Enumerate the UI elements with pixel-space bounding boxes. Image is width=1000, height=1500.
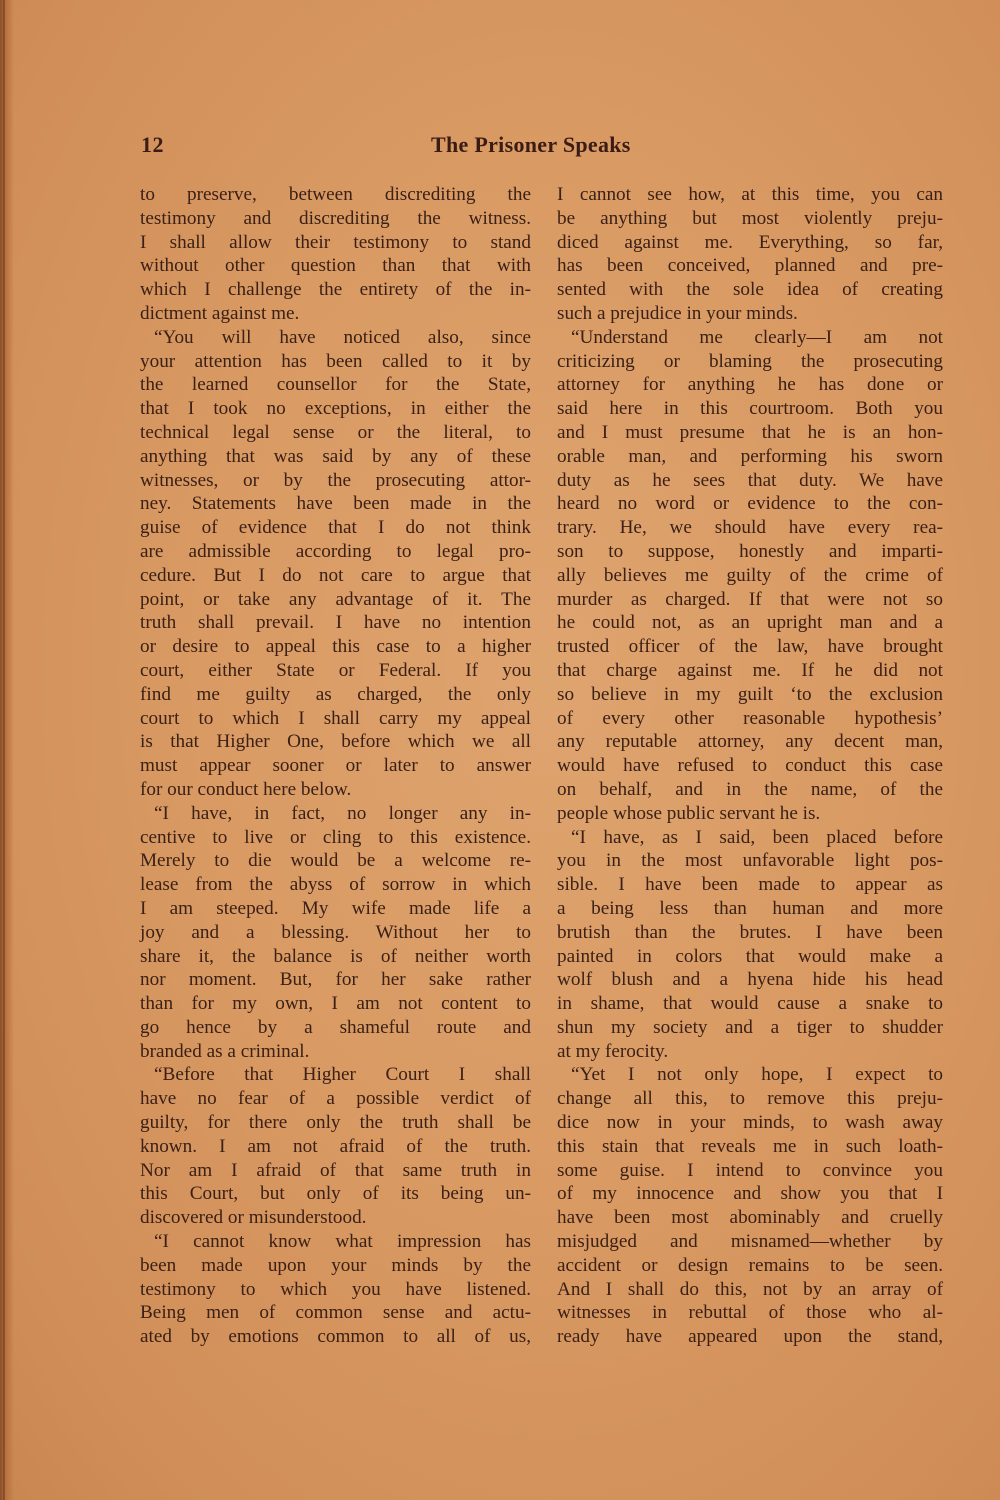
text-line: dice now in your minds, to wash away (557, 1112, 943, 1134)
text-line: for our conduct here below. (140, 778, 352, 800)
text-line: I am steeped. My wife made life a (140, 897, 531, 919)
text-line: sible. I have been made to appear as (557, 874, 943, 896)
text-line: such a prejudice in your minds. (557, 302, 798, 324)
text-line: truth shall prevail. I have no intention (140, 612, 531, 634)
text-line: shun my society and a tiger to shudder (557, 1016, 943, 1038)
text-line: ally believes me guilty of the crime of (557, 564, 943, 586)
text-line: on behalf, and in the name, of the (557, 778, 943, 800)
text-line: would have refused to conduct this case (557, 755, 943, 777)
text-line: “You will have noticed also, since (154, 326, 531, 348)
text-line: ated by emotions common to all of us, (140, 1326, 531, 1348)
text-line: lease from the abyss of sorrow in which (140, 874, 531, 896)
text-line: Nor am I afraid of that same truth in (140, 1159, 531, 1181)
text-line: known. I am not afraid of the truth. (140, 1135, 531, 1157)
text-line: ready have appeared upon the stand, (557, 1326, 943, 1348)
text-line: centive to live or cling to this existence. (140, 826, 531, 848)
text-line: find me guilty as charged, the only (140, 683, 531, 705)
text-line: joy and a blessing. Without her to (140, 921, 531, 943)
text-line: you in the most unfavorable light pos- (557, 850, 943, 872)
text-line: without other question than that with (140, 255, 531, 277)
text-line: nor moment. But, for her sake rather (140, 969, 531, 991)
text-line: point, or take any advantage of it. The (140, 588, 531, 610)
binding-edge (3, 0, 5, 1500)
text-line: discovered or misunderstood. (140, 1207, 367, 1229)
text-line: “Before that Higher Court I shall (154, 1064, 531, 1086)
text-line: must appear sooner or later to answer (140, 755, 531, 777)
text-line: or desire to appeal this case to a higher (140, 636, 531, 658)
text-line: people whose public servant he is. (557, 802, 821, 824)
text-line: court, either State or Federal. If you (140, 659, 531, 681)
text-line: that I took no exceptions, in either the (140, 398, 531, 420)
text-line: he could not, as an upright man and a (557, 612, 943, 634)
left-text-column (140, 183, 531, 1349)
text-line: wolf blush and a hyena hide his head (557, 969, 943, 991)
right-text-column (557, 183, 943, 1349)
text-line: ney. Statements have been made in the (140, 493, 531, 515)
text-line: misjudged and misnamed—whether by (557, 1231, 943, 1253)
text-line: Being men of common sense and actu- (140, 1302, 531, 1324)
text-line: branded as a criminal. (140, 1040, 310, 1062)
page-number: 12 (141, 132, 164, 157)
text-line: “Yet I not only hope, I expect to (571, 1064, 943, 1086)
text-line: any reputable attorney, any decent man, (557, 731, 943, 753)
text-line: has been conceived, planned and pre- (557, 255, 943, 277)
text-line: brutish than the brutes. I have been (557, 921, 943, 943)
text-line: And I shall do this, not by an array of (557, 1278, 943, 1300)
text-line: attorney for anything he has done or (557, 374, 943, 396)
text-line: technical legal sense or the literal, to (140, 421, 531, 443)
text-line: been made upon your minds by the (140, 1254, 531, 1276)
text-line: trusted officer of the law, have brought (557, 636, 943, 658)
text-line: this Court, but only of its being un- (140, 1183, 531, 1205)
text-line: a being less than human and more (557, 897, 943, 919)
text-line: I cannot see how, at this time, you can (557, 184, 943, 205)
text-line: dictment against me. (140, 302, 300, 324)
text-line: in shame, that would cause a snake to (557, 993, 943, 1015)
text-line: I shall allow their testimony to stand (140, 231, 531, 253)
text-line: have been most abominably and cruelly (557, 1207, 943, 1229)
text-line: which I challenge the entirety of the in- (140, 279, 531, 301)
text-line: “I have, in fact, no longer any in- (154, 802, 531, 824)
text-line: are admissible according to legal pro- (140, 540, 531, 562)
text-line: change all this, to remove this preju- (557, 1088, 943, 1110)
text-line: guise of evidence that I do not think (140, 517, 531, 539)
text-line: and I must presume that he is an hon- (557, 421, 943, 443)
text-line: orable man, and performing his sworn (557, 445, 943, 467)
text-line: guilty, for there only the truth shall be (140, 1112, 531, 1134)
text-line: share it, the balance is of neither worth (140, 945, 531, 967)
text-line: to preserve, between discrediting the (140, 184, 531, 205)
text-line: have no fear of a possible verdict of (140, 1088, 531, 1110)
text-line: is that Higher One, before which we all (140, 731, 531, 753)
text-line: cedure. But I do not care to argue that (140, 564, 531, 586)
text-line: so believe in my guilt ‘to the exclusion (557, 683, 943, 705)
text-line: court to which I shall carry my appeal (140, 707, 531, 729)
text-line: that charge against me. If he did not (557, 659, 943, 681)
text-line: testimony to which you have listened. (140, 1278, 531, 1300)
text-line: duty as he sees that duty. We have (557, 469, 943, 491)
text-line: trary. He, we should have every rea- (557, 517, 943, 539)
running-title: The Prisoner Speaks (431, 132, 631, 157)
text-line: the learned counsellor for the State, (140, 374, 531, 396)
text-line: of every other reasonable hypothesis’ (557, 707, 943, 729)
text-line: of my innocence and show you that I (557, 1183, 943, 1205)
text-line: heard no word or evidence to the con- (557, 493, 943, 515)
text-line: than for my own, I am not content to (140, 993, 531, 1015)
text-line: this stain that reveals me in such loath- (557, 1135, 943, 1157)
text-line: be anything but most violently preju- (557, 207, 943, 229)
text-line: accident or design remains to be seen. (557, 1254, 943, 1276)
text-line: testimony and discrediting the witness. (140, 207, 531, 229)
text-line: your attention has been called to it by (140, 350, 531, 372)
text-line: said here in this courtroom. Both you (557, 398, 943, 420)
text-line: murder as charged. If that were not so (557, 588, 943, 610)
text-line: Merely to die would be a welcome re- (140, 850, 531, 872)
text-line: son to suppose, honestly and imparti- (557, 540, 943, 562)
text-line: sented with the sole idea of creating (557, 279, 943, 301)
text-line: witnesses in rebuttal of those who al- (557, 1302, 943, 1324)
text-line: witnesses, or by the prosecuting attor- (140, 469, 531, 491)
text-line: anything that was said by any of these (140, 445, 531, 467)
text-line: some guise. I intend to convince you (557, 1159, 943, 1181)
text-line: “I have, as I said, been placed before (571, 826, 943, 848)
text-line: “I cannot know what impression has (154, 1231, 531, 1253)
text-line: “Understand me clearly—I am not (571, 326, 943, 348)
text-line: diced against me. Everything, so far, (557, 231, 943, 253)
text-line: go hence by a shameful route and (140, 1016, 531, 1038)
text-line: at my ferocity. (557, 1040, 669, 1062)
text-line: painted in colors that would make a (557, 945, 943, 967)
text-line: criticizing or blaming the prosecuting (557, 350, 943, 372)
